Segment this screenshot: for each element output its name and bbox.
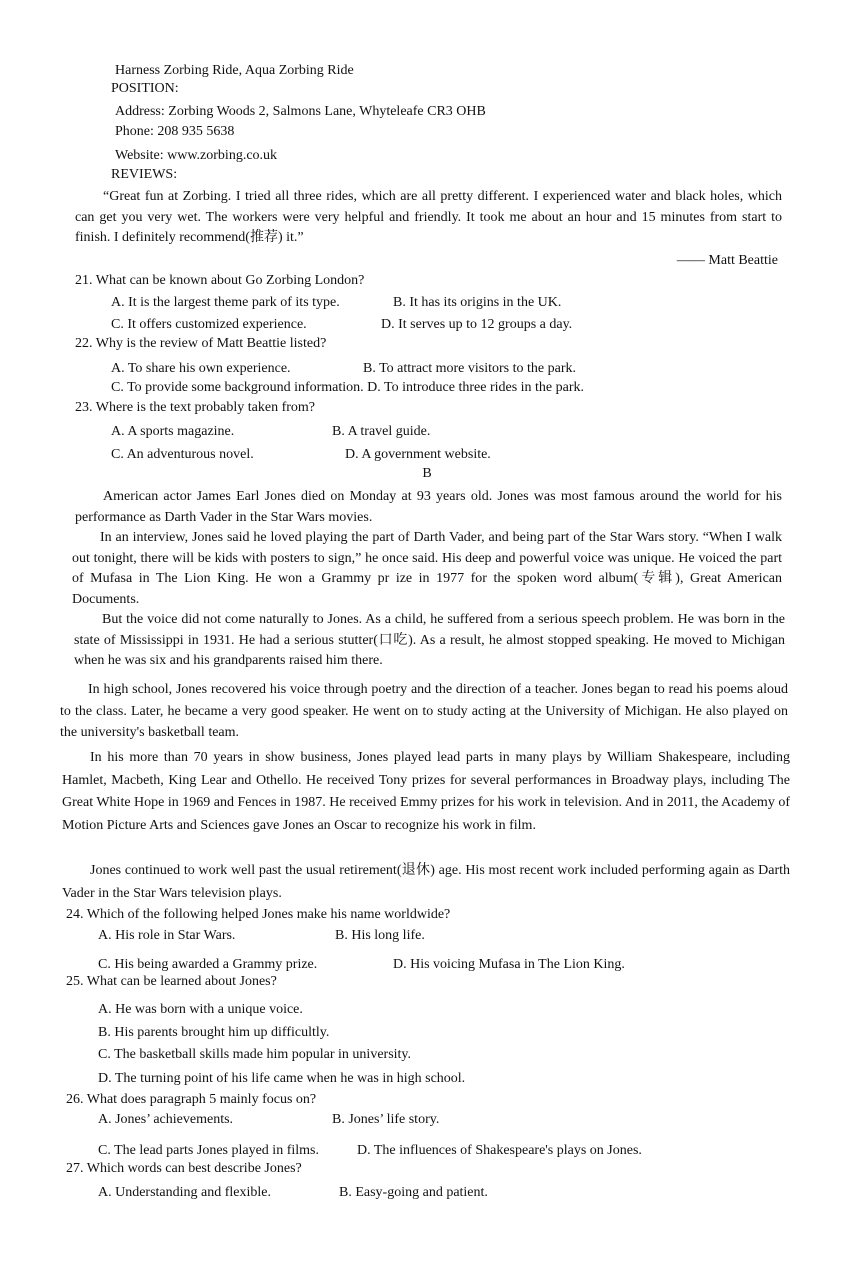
option-22a: A. To share his own experience. <box>111 361 291 376</box>
question-21: 21. What can be known about Go Zorbing London? <box>75 273 365 288</box>
option-23a: A. A sports magazine. <box>111 424 235 439</box>
option-21d: D. It serves up to 12 groups a day. <box>381 317 573 332</box>
option-26b: B. Jones’ life story. <box>332 1112 440 1127</box>
option-25c: C. The basketball skills made him popular in university. <box>98 1047 412 1062</box>
option-21b: B. It has its origins in the UK. <box>393 295 562 310</box>
question-24: 24. Which of the following helped Jones make his name worldwide? <box>66 907 451 922</box>
paragraph-2: In an interview, Jones said he loved playing the part of Darth Vader, and being part of the Star Wars story. “When I walk out tonight, there will be kids with posters to sign,” he once said. His deep and powerful voice was unique. He voiced the part of Mufasa in The Lion King. He won a Grammy pr ize in 1977 for the spoken word album(专辑), Great American Documents. <box>72 530 782 607</box>
reviews-label: REVIEWS: <box>111 167 178 182</box>
address-line: Address: Zorbing Woods 2, Salmons Lane, Whyteleafe CR3 OHB <box>115 104 486 119</box>
option-26d: D. The influences of Shakespeare's plays on Jones. <box>357 1143 642 1158</box>
paragraph-4: In high school, Jones recovered his voice through poetry and the direction of a teacher. Jones began to read his poems aloud to the class. Later, he became a very good speaker. He went on to study acting at the University of Michigan. He also played on the university's basketball team. <box>60 682 788 740</box>
option-26a: A. Jones’ achievements. <box>98 1112 234 1127</box>
paragraph-5: In his more than 70 years in show business, Jones played lead parts in many plays by William Shakespeare, including Hamlet, Macbeth, King Lear and Othello. He received Tony prizes for several performances in Broadway plays, including The Great White Hope in 1969 and Fences in 1987. He received Emmy prizes for his work in television. And in 2011, the Academy of Motion Picture Arts and Sciences gave Jones an Oscar to recognize his work in film. <box>62 750 790 833</box>
paragraph-6: Jones continued to work well past the usual retirement(退休) age. His most recent work included performing again as Darth Vader in the Star Wars television plays. <box>62 863 790 901</box>
option-23b: B. A travel guide. <box>332 424 431 439</box>
paragraph-3: But the voice did not come naturally to Jones. As a child, he suffered from a serious speech problem. He was born in the state of Mississippi in 1931. He had a serious stutter(口吃). As a result, he almost stopped speaking. He moved to Michigan when he was six and his grandparents raised him there. <box>74 612 785 668</box>
option-22b: B. To attract more visitors to the park. <box>363 361 576 376</box>
question-27: 27. Which words can best describe Jones? <box>66 1161 302 1176</box>
option-24c: C. His being awarded a Grammy prize. <box>98 957 318 972</box>
rides-line: Harness Zorbing Ride, Aqua Zorbing Ride <box>115 63 354 78</box>
option-25d: D. The turning point of his life came when he was in high school. <box>98 1071 466 1086</box>
section-b-heading: B <box>422 466 432 481</box>
option-23d: D. A government website. <box>345 447 491 462</box>
question-22: 22. Why is the review of Matt Beattie listed? <box>75 336 327 351</box>
option-27a: A. Understanding and flexible. <box>98 1185 272 1200</box>
option-24d: D. His voicing Mufasa in The Lion King. <box>393 957 625 972</box>
phone-line: Phone: 208 935 5638 <box>115 124 235 139</box>
question-23: 23. Where is the text probably taken from? <box>75 400 315 415</box>
option-23c: C. An adventurous novel. <box>111 447 254 462</box>
review-author: —— Matt Beattie <box>676 253 778 268</box>
option-21c: C. It offers customized experience. <box>111 317 307 332</box>
website-line: Website: www.zorbing.co.uk <box>115 148 278 163</box>
option-25b: B. His parents brought him up difficultly. <box>98 1025 330 1040</box>
option-24b: B. His long life. <box>335 928 425 943</box>
paragraph-1: American actor James Earl Jones died on Monday at 93 years old. Jones was most famous around the world for his performance as Darth Vader in the Star Wars movies. <box>75 489 782 525</box>
option-21a: A. It is the largest theme park of its type. <box>111 295 340 310</box>
review-text: “Great fun at Zorbing. I tried all three rides, which are all pretty different. I experienced water and black holes, which can get you very wet. The workers were very helpful and friendly. It took me about an hour and 15 minutes from start to finish. I definitely recommend(推荐) it.” <box>75 189 782 245</box>
question-26: 26. What does paragraph 5 mainly focus on? <box>66 1092 317 1107</box>
position-label: POSITION: <box>111 81 179 96</box>
option-24a: A. His role in Star Wars. <box>98 928 236 943</box>
option-25a: A. He was born with a unique voice. <box>98 1002 303 1017</box>
option-27b: B. Easy-going and patient. <box>339 1185 488 1200</box>
option-22cd: C. To provide some background information. D. To introduce three rides in the park. <box>111 380 585 395</box>
question-25: 25. What can be learned about Jones? <box>66 974 277 989</box>
option-26c: C. The lead parts Jones played in films. <box>98 1143 319 1158</box>
